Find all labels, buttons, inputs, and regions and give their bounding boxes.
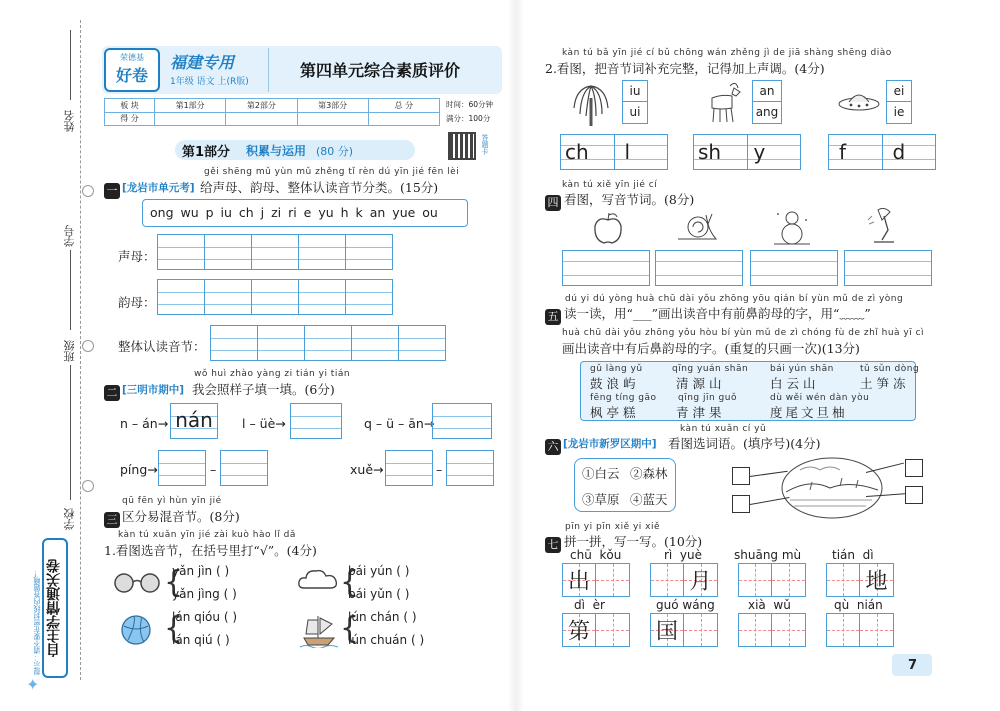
q7-pinyin-label: rì yuè [664, 548, 702, 562]
option: ④蓝天 [630, 492, 668, 507]
word[interactable]: 清源山 [676, 376, 726, 391]
star-icon: ✦ [26, 675, 40, 694]
option-text: iu [623, 81, 647, 102]
given-initial: f [839, 140, 847, 164]
time-label: 时间：60分钟 [446, 100, 494, 109]
given-char: 出 [567, 569, 590, 595]
q2-input-box[interactable] [290, 403, 342, 439]
full-score-label: 满分：100分 [446, 114, 491, 123]
q1-row-label: 整体认读音节： [118, 339, 206, 354]
tian-grid-pair[interactable] [826, 613, 894, 647]
tian-grid-pair[interactable] [562, 613, 630, 647]
q7-pinyin-label: tián dì [832, 548, 874, 562]
word-pinyin: bái yún shān [770, 364, 834, 374]
part-score: (80 分) [316, 145, 354, 158]
given-char: 国 [655, 619, 678, 645]
q4-answer-grid[interactable] [750, 250, 838, 286]
q4-answer-grid[interactable] [844, 250, 932, 286]
q7-pinyin-label: xià wǔ [748, 598, 791, 612]
q1-row-shengmu[interactable] [157, 234, 393, 270]
banner-title: 自主学情通关卷 [46, 559, 62, 657]
q7-pinyin-label: guó wáng [656, 598, 715, 612]
seal-icon [82, 185, 94, 197]
option[interactable]: lán qiú ( ) [172, 633, 230, 647]
tian-grid-pair[interactable] [650, 563, 718, 597]
option-text: ie [893, 105, 905, 119]
option[interactable]: bái yún ( ) [348, 564, 410, 578]
boat-icon [298, 612, 340, 648]
q5-pinyin-1: dú yi dú yòng huà chū dài yǒu zhōng yōu qián bí yùn mǔ de zì yòng [565, 294, 904, 304]
logo-text: 好卷 [115, 66, 148, 85]
cloud-icon [296, 566, 340, 592]
brand-logo [104, 48, 160, 92]
table-header: 总 分 [394, 101, 414, 110]
word[interactable]: 土笋冻 [860, 376, 910, 391]
name-label: 姓名 [63, 110, 76, 132]
q1-row-label: 声母： [118, 249, 156, 264]
table-header: 第2部分 [226, 99, 297, 112]
school-label: 学校 [63, 508, 76, 530]
score-input[interactable] [155, 113, 226, 125]
option[interactable]: lán qióu ( ) [172, 610, 237, 624]
tian-grid-pair[interactable] [738, 563, 806, 597]
q5-text-1: 读一读，用“___”画出读音中有前鼻韵母的字，用“﹏﹏” [564, 306, 871, 321]
student-no-label: 学号 [63, 225, 76, 247]
snail-icon [676, 212, 718, 242]
word-pinyin: gǔ làng yǔ [590, 364, 643, 374]
page-title: 第四单元综合素质评价 [300, 61, 461, 80]
part-label: 第1部分 [182, 145, 231, 160]
given-initial: y [753, 140, 766, 164]
option-text: ei [887, 81, 911, 102]
answer-box[interactable] [732, 495, 750, 513]
q2-text: 我会照样子填一填。(6分) [192, 382, 335, 397]
q3-pinyin: qū fēn yì hùn yīn jié [122, 496, 222, 506]
q3b-text: 2.看图，把音节词补充完整，记得加上声调。(4分) [545, 61, 825, 76]
q6-text: 看图选词语。(填序号)(4分) [668, 436, 821, 451]
option-text: ang [755, 105, 779, 119]
q1-items: ong wu p iu ch j zi ri e yu h k an yue ou [150, 205, 438, 220]
goat-icon [700, 78, 748, 126]
word-pinyin: tǔ sǔn dòng [860, 364, 920, 374]
option[interactable]: lún chán ( ) [348, 610, 417, 624]
word[interactable]: 鼓浪屿 [590, 376, 640, 391]
q4-text: 看图，写音节词。(8分) [564, 192, 695, 207]
score-table [104, 98, 440, 126]
answer-box[interactable] [905, 459, 923, 477]
q2-item-3: q – ü – ān→ [364, 416, 435, 431]
qr-code [448, 132, 476, 160]
q2-item-5: xuě→ [350, 462, 384, 477]
score-input[interactable] [369, 113, 439, 125]
pinyin-fill-grid[interactable] [693, 134, 801, 170]
q1-tag: [龙岩市单元考] [122, 182, 195, 194]
q6-number: 六 [545, 439, 561, 455]
q2-dash: – [210, 462, 217, 477]
q7-pinyin-label: shuāng mù [734, 548, 802, 562]
binding-strip [0, 0, 100, 711]
q2-input-box[interactable] [385, 450, 433, 486]
table-header: 板 块 [105, 99, 155, 112]
pinyin-fill-grid[interactable] [560, 134, 668, 170]
tian-grid-pair[interactable] [826, 563, 894, 597]
option-text: an [753, 81, 781, 102]
banner-tip: 提示：请不要在密封线内答题哦！ [33, 570, 41, 675]
part-title: 积累与运用 [246, 144, 307, 158]
snowman-icon [770, 206, 814, 246]
q2-tag: [三明市期中] [122, 384, 185, 396]
given-initial: d [892, 140, 906, 164]
tian-grid-pair[interactable] [650, 613, 718, 647]
tian-grid-pair[interactable] [738, 613, 806, 647]
q2-input-box[interactable] [432, 403, 492, 439]
vowel-options [622, 80, 648, 124]
q7-pinyin-label: dì èr [574, 598, 605, 612]
page-number: 7 [908, 658, 918, 673]
q3-text: 区分易混音节。(8分) [122, 509, 240, 524]
q7-text: 拼一拼，写一写。(10分) [564, 534, 703, 549]
q1-row-zhengti[interactable] [210, 325, 446, 361]
q3b-pinyin: kàn tú bǎ yīn jié cí bǔ chōng wán zhěng jì de jiā shàng shēng diào [562, 48, 892, 58]
q1-row-yunmu[interactable] [157, 279, 393, 315]
ball-icon [120, 614, 152, 646]
q2-input-box[interactable] [446, 450, 494, 486]
landscape-image [780, 456, 884, 520]
q2-input-box[interactable] [158, 450, 206, 486]
table-header: 第1部分 [155, 99, 226, 112]
lamp-icon [864, 206, 904, 246]
option: ③草原 [582, 492, 620, 507]
word[interactable]: 白云山 [770, 376, 820, 391]
seal-icon [82, 340, 94, 352]
brand-name: 荣德基 [120, 53, 144, 62]
given-char: 月 [689, 569, 712, 595]
q2-input-box[interactable] [220, 450, 268, 486]
tian-grid-pair[interactable] [562, 563, 630, 597]
q2-number: 二 [104, 385, 120, 401]
seal-icon [82, 480, 94, 492]
ufo-icon [836, 86, 882, 116]
score-input[interactable] [226, 113, 297, 125]
word-pinyin: fēng tíng gāo [590, 393, 657, 403]
word-pinyin: qīng yuán shān [672, 364, 749, 374]
q4-answer-grid[interactable] [562, 250, 650, 286]
q6-pinyin: kàn tú xuǎn cí yǔ [680, 424, 767, 434]
option[interactable]: yǎn jìng ( ) [172, 587, 237, 601]
given-char: 第 [567, 619, 590, 645]
q5-number: 五 [545, 309, 561, 325]
q7-pinyin: pīn yi pīn xiě yi xiě [565, 522, 661, 532]
option[interactable]: bái yǔn ( ) [348, 587, 410, 601]
vowel-options [886, 80, 912, 124]
given-initial: l [624, 140, 631, 164]
q2-example-answer: nán [175, 408, 213, 432]
option[interactable]: lún chuán ( ) [348, 633, 425, 647]
given-initial: sh [698, 140, 722, 164]
q7-number: 七 [545, 537, 561, 553]
table-cell: 得 分 [105, 113, 155, 125]
answer-box[interactable] [905, 486, 923, 504]
seal-line [80, 20, 81, 680]
q4-number: 四 [545, 195, 561, 211]
given-char: 地 [865, 569, 888, 595]
q5-text-2: 画出读音中有后鼻韵母的字。(重复的只画一次)(13分) [562, 341, 860, 356]
option: ②森林 [630, 466, 668, 481]
score-input[interactable] [298, 113, 369, 125]
q2-item-4: píng→ [120, 462, 158, 477]
vowel-options [752, 80, 782, 124]
q3-sub1-text: 1.看图选音节，在括号里打“√”。(4分) [104, 543, 317, 558]
q2-answer-box [170, 403, 218, 439]
apple-icon [590, 210, 626, 246]
answer-box[interactable] [732, 467, 750, 485]
q7-pinyin-label: chū kǒu [570, 548, 622, 562]
special-edition: 福建专用 [170, 53, 235, 72]
word-pinyin: dù wěi wén dàn yòu [770, 393, 870, 403]
q1-row-label: 韵母： [118, 295, 156, 310]
q2-item-2: l – üè→ [242, 416, 286, 431]
grade-subtitle: 1年级 语文 上(R版) [170, 77, 249, 87]
class-label: 班级 [63, 340, 76, 362]
willow-tree-icon [566, 78, 616, 128]
word[interactable]: 枫亭糕 [590, 405, 640, 420]
option-text: ui [629, 105, 641, 119]
qr-label: 答题卡 [481, 134, 489, 155]
word[interactable]: 青津果 [676, 405, 726, 420]
glasses-icon [112, 570, 162, 596]
option[interactable]: yǎn jìn ( ) [172, 564, 230, 578]
q2-example-1: n – án→ [120, 416, 169, 431]
q7-pinyin-label: qù nián [834, 598, 883, 612]
q5-pinyin-2: huà chū dài yǒu zhōng yǒu hòu bí yùn mǔ de zì chóng fù de zhǐ huà yī cì [562, 328, 925, 338]
q2-pinyin: wǒ huì zhào yàng zi tián yi tián [194, 369, 351, 379]
word[interactable]: 度尾文旦柚 [770, 405, 848, 420]
table-header: 第3部分 [298, 99, 369, 112]
q1-number: 一 [104, 183, 120, 199]
word-pinyin: qīng jīn guǒ [678, 393, 737, 403]
q3-sub1-pinyin: kàn tú xuǎn yīn jié zài kuò hào lǐ dǎ [118, 530, 296, 540]
given-initial: ch [565, 140, 589, 164]
q4-answer-grid[interactable] [655, 250, 743, 286]
q6-tag: [龙岩市新罗区期中] [563, 438, 657, 450]
option: ①白云 [582, 466, 620, 481]
q3-number: 三 [104, 512, 120, 528]
pinyin-fill-grid[interactable] [828, 134, 936, 170]
q2-dash: – [436, 462, 443, 477]
q1-pinyin: gěi shēng mǔ yùn mǔ zhěng tǐ rèn dú yīn jié fēn lèi [204, 167, 460, 177]
q4-pinyin: kàn tú xiě yīn jié cí [562, 180, 658, 190]
q1-text: 给声母、韵母、整体认读音节分类。(15分) [200, 180, 439, 195]
